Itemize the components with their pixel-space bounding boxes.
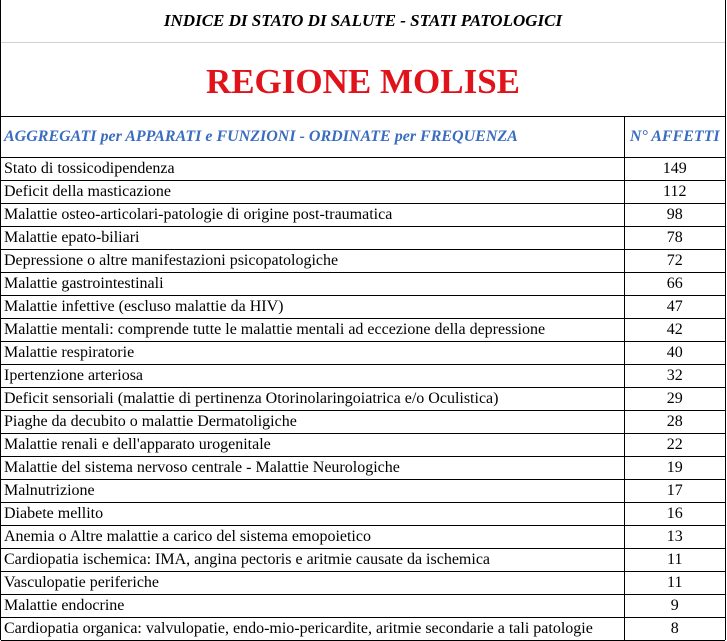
pathology-name: Malattie del sistema nervoso centrale - Malattie Neurologiche <box>1 457 624 480</box>
pathology-name: Malnutrizione <box>1 480 624 503</box>
column-header-aggregates: AGGREGATI per APPARATI e FUNZIONI - ORDINATE per FREQUENZA <box>1 117 624 158</box>
pathology-name: Malattie osteo-articolari-patologie di origine post-traumatica <box>1 204 624 227</box>
pathology-name: Malattie gastrointestinali <box>1 273 624 296</box>
pathology-name: Deficit della masticazione <box>1 181 624 204</box>
pathology-name: Piaghe da decubito o malattie Dermatoligiche <box>1 411 624 434</box>
affected-count: 16 <box>624 503 725 526</box>
table-row <box>1 319 725 342</box>
affected-count: 32 <box>624 365 725 388</box>
pathology-name: Cardiopatia organica: valvulopatie, endo-mio-pericardite, aritmie secondarie a tali patologie <box>1 618 624 641</box>
table-row <box>1 595 725 618</box>
affected-count: 28 <box>624 411 725 434</box>
affected-count: 19 <box>624 457 725 480</box>
table-row <box>1 388 725 411</box>
table-row <box>1 296 725 319</box>
table-row <box>1 411 725 434</box>
table-row <box>1 204 725 227</box>
column-header-affected: N° AFFETTI <box>624 117 725 158</box>
pathology-table <box>1 117 725 641</box>
affected-count: 42 <box>624 319 725 342</box>
table-row <box>1 250 725 273</box>
pathology-name: Depressione o altre manifestazioni psicopatologiche <box>1 250 624 273</box>
table-row <box>1 273 725 296</box>
pathology-name: Malattie endocrine <box>1 595 624 618</box>
table-header-row <box>1 117 725 158</box>
affected-count: 11 <box>624 549 725 572</box>
region-title: REGIONE MOLISE <box>1 43 725 117</box>
pathology-name: Malattie renali e dell'apparato urogenitale <box>1 434 624 457</box>
affected-count: 47 <box>624 296 725 319</box>
table-row <box>1 549 725 572</box>
table-row <box>1 618 725 641</box>
pathology-name: Deficit sensoriali (malattie di pertinenza Otorinolaringoiatrica e/o Oculistica) <box>1 388 624 411</box>
pathology-name: Malattie infettive (escluso malattie da HIV) <box>1 296 624 319</box>
pathology-name: Malattie epato-biliari <box>1 227 624 250</box>
pathology-name: Malattie respiratorie <box>1 342 624 365</box>
affected-count: 13 <box>624 526 725 549</box>
table-row <box>1 434 725 457</box>
pathology-name: Anemia o Altre malattie a carico del sistema emopoietico <box>1 526 624 549</box>
table-row <box>1 526 725 549</box>
table-row <box>1 503 725 526</box>
affected-count: 40 <box>624 342 725 365</box>
report-title: INDICE DI STATO DI SALUTE - STATI PATOLOGICI <box>1 0 725 43</box>
affected-count: 29 <box>624 388 725 411</box>
pathology-name: Malattie mentali: comprende tutte le malattie mentali ad eccezione della depressione <box>1 319 624 342</box>
pathology-name: Cardiopatia ischemica: IMA, angina pectoris e aritmie causate da ischemica <box>1 549 624 572</box>
table-row <box>1 480 725 503</box>
affected-count: 9 <box>624 595 725 618</box>
affected-count: 98 <box>624 204 725 227</box>
affected-count: 72 <box>624 250 725 273</box>
affected-count: 22 <box>624 434 725 457</box>
table-row <box>1 158 725 181</box>
affected-count: 149 <box>624 158 725 181</box>
table-row <box>1 342 725 365</box>
pathology-name: Ipertenzione arteriosa <box>1 365 624 388</box>
affected-count: 8 <box>624 618 725 641</box>
pathology-name: Stato di tossicodipendenza <box>1 158 624 181</box>
affected-count: 78 <box>624 227 725 250</box>
table-row <box>1 572 725 595</box>
affected-count: 112 <box>624 181 725 204</box>
affected-count: 17 <box>624 480 725 503</box>
table-row <box>1 227 725 250</box>
affected-count: 66 <box>624 273 725 296</box>
pathology-name: Vasculopatie periferiche <box>1 572 624 595</box>
table-row <box>1 181 725 204</box>
table-row <box>1 365 725 388</box>
affected-count: 11 <box>624 572 725 595</box>
pathology-name: Diabete mellito <box>1 503 624 526</box>
table-row <box>1 457 725 480</box>
